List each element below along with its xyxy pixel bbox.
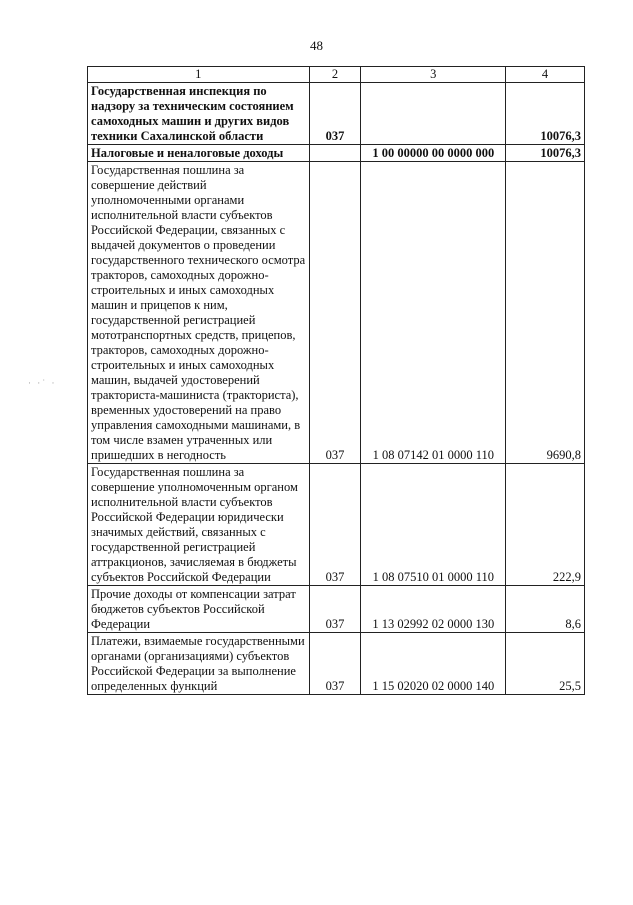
revenue-table — [87, 66, 585, 695]
row-name: Платежи, взимаемые государственными органами (организациями) субъектов Российской Федерации за выполнение определенных функций — [88, 633, 310, 695]
column-number-4: 4 — [506, 67, 585, 83]
row-admin-code: 037 — [309, 633, 361, 695]
row-name: Налоговые и неналоговые доходы — [88, 145, 310, 162]
row-classification-code: 1 00 00000 00 0000 000 — [361, 145, 506, 162]
row-amount: 10076,3 — [506, 145, 585, 162]
row-admin-code: 037 — [309, 83, 361, 145]
row-admin-code — [309, 145, 361, 162]
row-classification-code — [361, 83, 506, 145]
scan-specks: · ·˙ · — [28, 378, 57, 388]
table-row — [88, 162, 585, 464]
row-admin-code: 037 — [309, 162, 361, 464]
row-amount: 222,9 — [506, 464, 585, 586]
row-name: Государственная пошлина за совершение действий уполномоченными органами исполнительной власти субъектов Российской Федерации, связанных с выдачей документов о проведении государственного технического осмотра тракторов, самоходных дорожно-строительных и иных самоходных машин и прицепов к ним, государственной регистрацией мототранспортных средств, прицепов, тракторов, самоходных дорожно-строительных и иных самоходных машин, выдачей удостоверений тракториста-машиниста (тракториста), временных удостоверений на право управления самоходными машинами, в том числе взамен утраченных или пришедших в негодность — [88, 162, 310, 464]
row-amount: 9690,8 — [506, 162, 585, 464]
row-classification-code: 1 13 02992 02 0000 130 — [361, 586, 506, 633]
row-amount: 8,6 — [506, 586, 585, 633]
table-row — [88, 83, 585, 145]
row-name: Прочие доходы от компенсации затрат бюджетов субъектов Российской Федерации — [88, 586, 310, 633]
table-row — [88, 145, 585, 162]
column-number-3: 3 — [361, 67, 506, 83]
row-admin-code: 037 — [309, 464, 361, 586]
row-name: Государственная инспекция по надзору за техническим состоянием самоходных машин и других видов техники Сахалинской области — [88, 83, 310, 145]
column-number-1: 1 — [88, 67, 310, 83]
table-header-row — [88, 67, 585, 83]
row-classification-code: 1 08 07510 01 0000 110 — [361, 464, 506, 586]
table-row — [88, 464, 585, 586]
row-classification-code: 1 15 02020 02 0000 140 — [361, 633, 506, 695]
page-number: 48 — [310, 38, 323, 53]
row-classification-code: 1 08 07142 01 0000 110 — [361, 162, 506, 464]
row-amount: 25,5 — [506, 633, 585, 695]
row-amount: 10076,3 — [506, 83, 585, 145]
table-row — [88, 586, 585, 633]
column-number-2: 2 — [309, 67, 361, 83]
row-admin-code: 037 — [309, 586, 361, 633]
row-name: Государственная пошлина за совершение уполномоченным органом исполнительной власти субъектов Российской Федерации юридически значимых действий, связанных с государственной регистрацией аттракционов, зачисляемая в бюджеты субъектов Российской Федерации — [88, 464, 310, 586]
table-row — [88, 633, 585, 695]
